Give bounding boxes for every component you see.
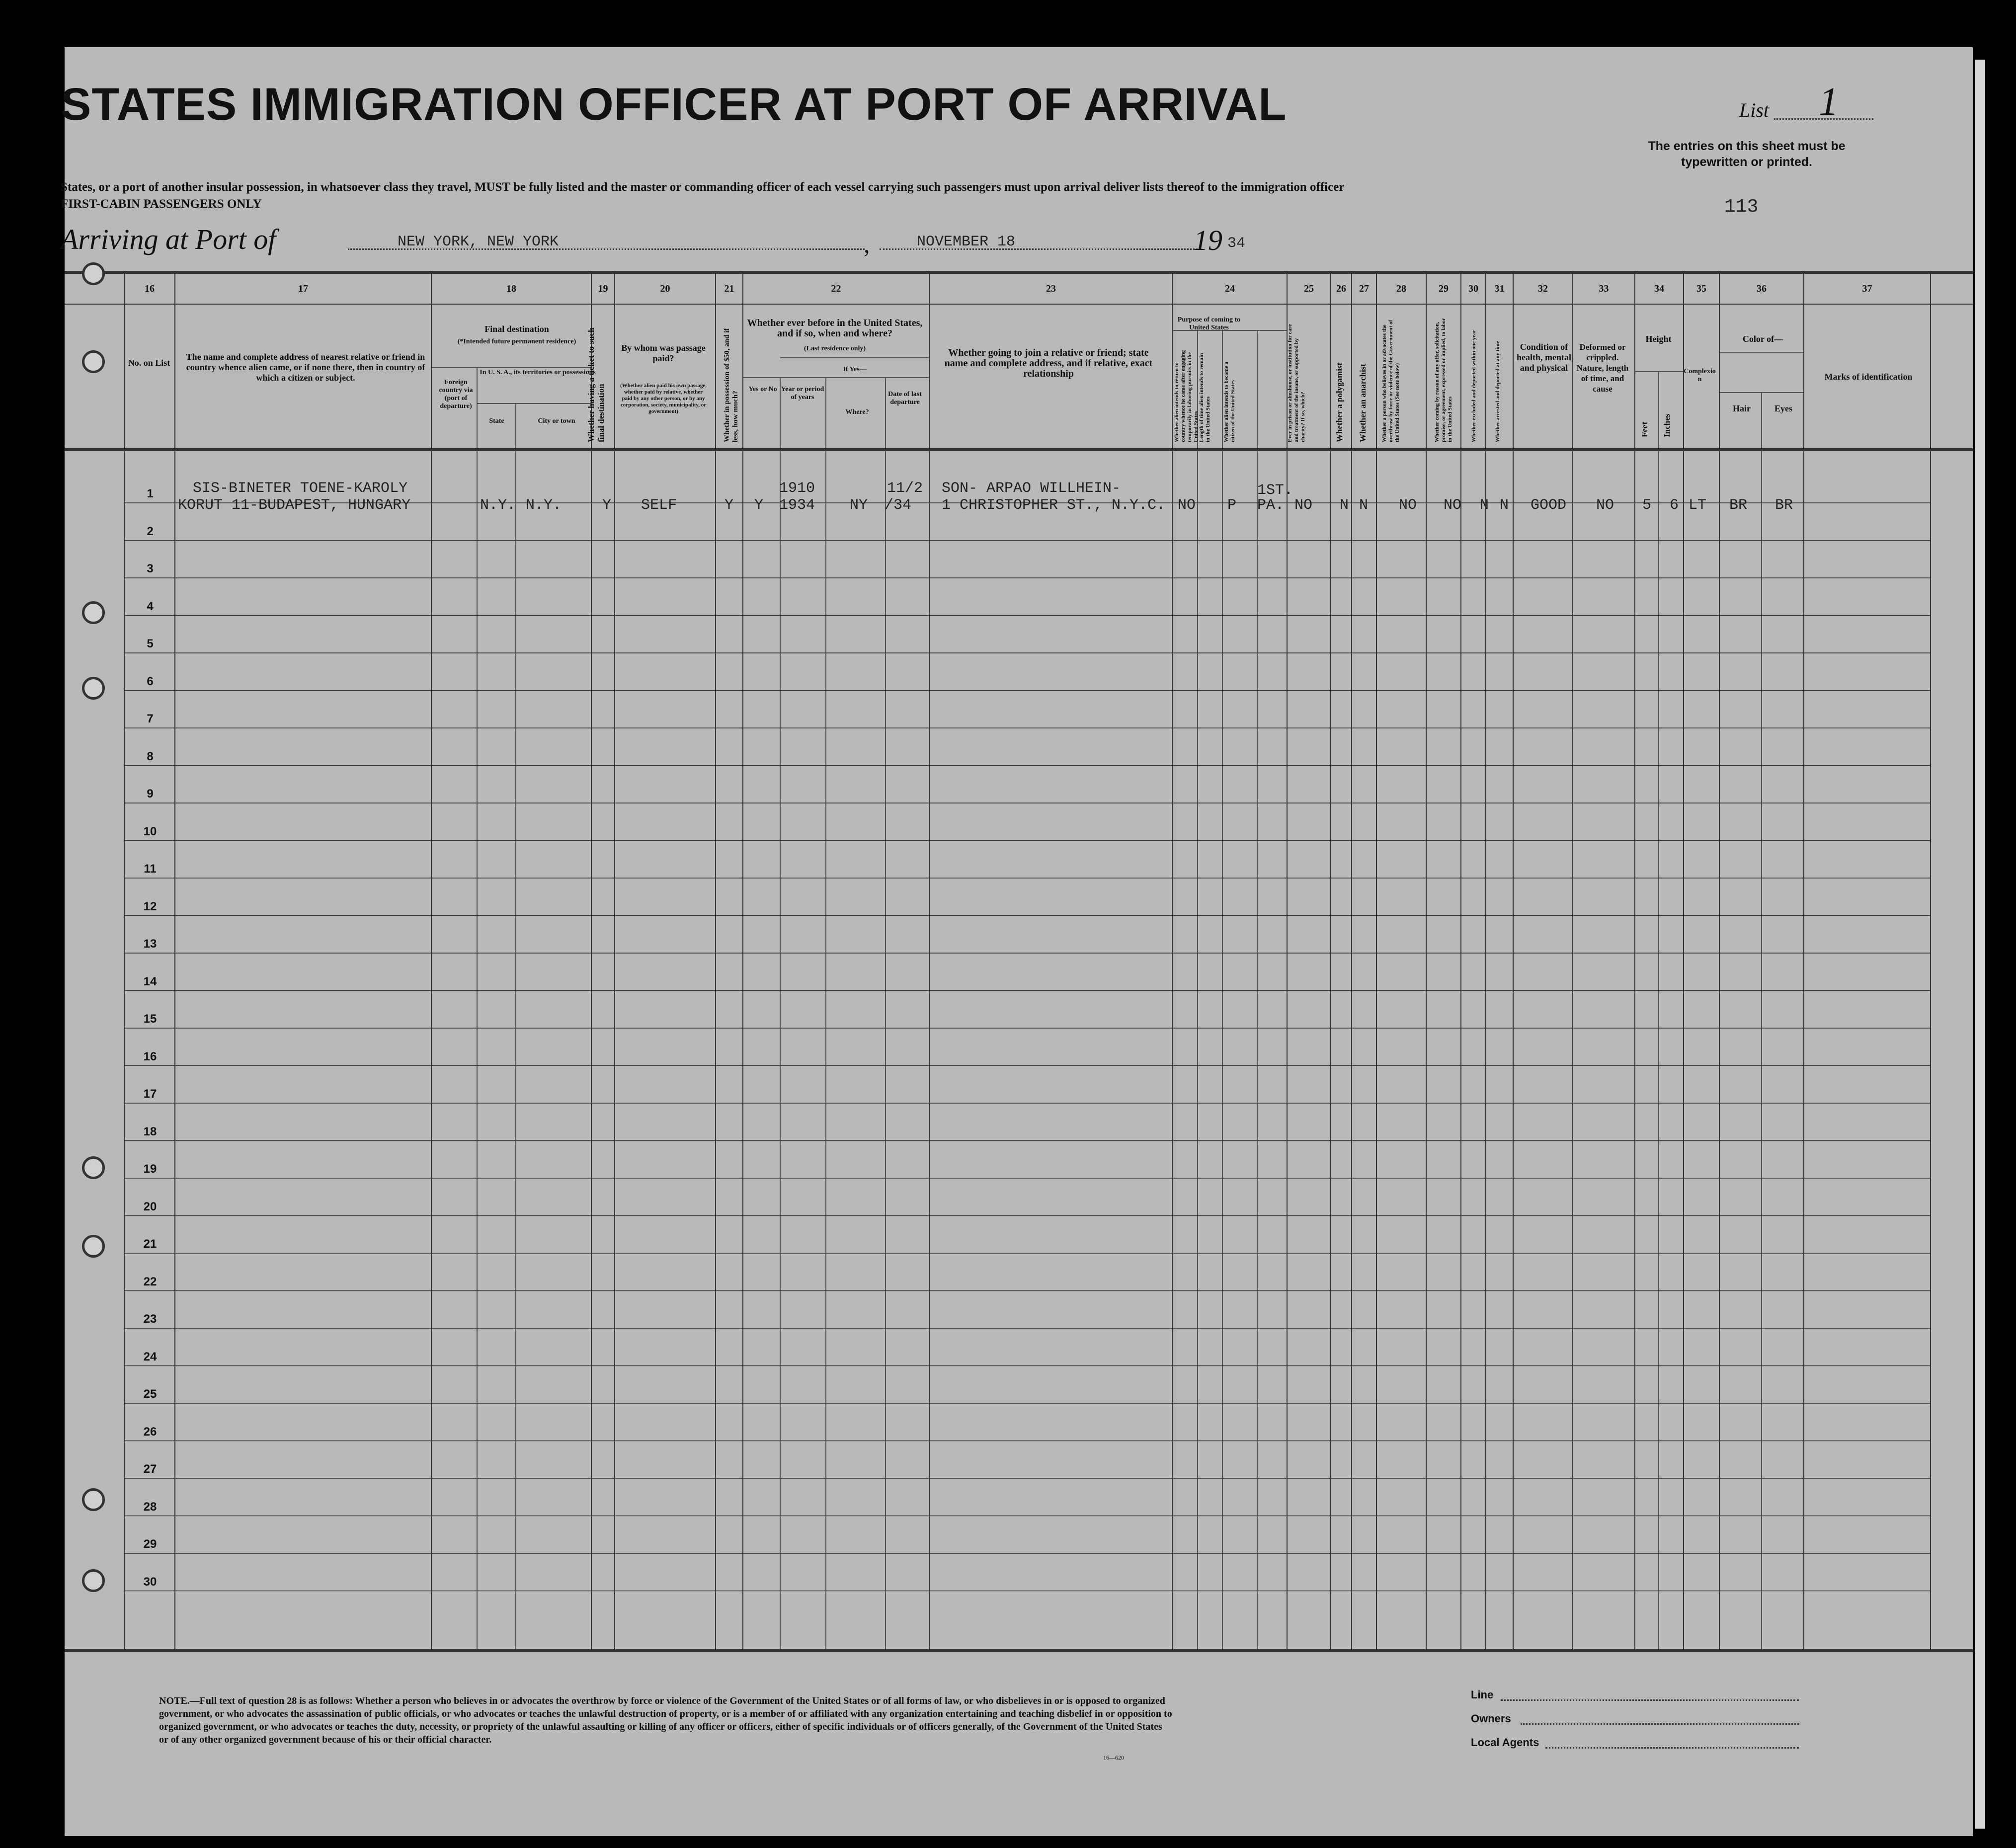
entry-purpose-c-line2: PA.	[1257, 497, 1285, 514]
entry-complexion: LT	[1689, 497, 1707, 514]
hdr-no-on-list: No. on List	[128, 358, 170, 368]
hdr-q31: Whether arrested and deported at any time	[1495, 341, 1501, 442]
row-number: 19	[143, 1162, 157, 1176]
row-number: 10	[143, 824, 157, 838]
hdr-purpose: Purpose of coming to United States	[1177, 316, 1241, 331]
row-number: 13	[143, 937, 157, 951]
sheet-number: 113	[1724, 196, 1759, 218]
entry-q31: N	[1500, 497, 1509, 514]
cabin-class: FIRST-CABIN PASSENGERS ONLY	[61, 197, 262, 211]
row-number: 14	[143, 974, 157, 988]
row-number: 29	[143, 1537, 157, 1551]
hdr-if-yes: If Yes—	[843, 366, 867, 373]
hdr-purpose-a: Whether alien intends to return to country whence he came after engaging temporarily in laboring pursuits in the United States	[1174, 350, 1199, 442]
row-number: 20	[143, 1200, 157, 1213]
owners-field	[1521, 1723, 1799, 1725]
arriving-label: Arriving at Port of	[61, 223, 276, 255]
port-value: NEW YORK, NEW YORK	[398, 234, 559, 250]
line-label: Line	[1471, 1688, 1494, 1701]
entry-state: N.Y.	[480, 497, 516, 514]
hdr-nearest-relative: The name and complete address of nearest relative or friend in country whence alien came, or if none there, then in country of which a citizen or subject.	[186, 352, 425, 383]
row-number: 8	[147, 749, 154, 763]
entry-purpose-b: P	[1227, 497, 1237, 514]
column-number: 29	[1439, 283, 1449, 294]
entry-purpose-c-line1: 1ST.	[1257, 482, 1293, 499]
hdr-complexion: Complexion	[1684, 368, 1716, 383]
year-prefix: 19	[1194, 224, 1222, 256]
list-number: 1	[1819, 80, 1839, 124]
entry-q29: NO	[1444, 497, 1462, 514]
entry-ticket: Y	[602, 497, 612, 514]
hdr-by-whom-note: (Whether alien paid his own passage, whether paid by relative, whether paid by any other person, or by any corporation, society, municipality, or government)	[620, 383, 707, 414]
entry-departure-line2: /34	[885, 497, 912, 514]
row-number: 11	[144, 862, 157, 876]
hdr-ever-before: Whether ever before in the United States, and if so, when and where?	[747, 318, 923, 339]
agents-field	[1545, 1747, 1799, 1749]
column-number: 16	[145, 283, 155, 294]
row-number: 7	[147, 712, 154, 725]
punch-hole	[82, 350, 105, 373]
punch-hole	[82, 1488, 105, 1511]
punch-hole	[82, 262, 105, 285]
hdr-feet: Feet	[1640, 421, 1649, 437]
sheet-note: The entries on this sheet must be typewritten or printed.	[1648, 139, 1846, 169]
hdr-q30: Whether excluded and deported within one year	[1471, 329, 1477, 442]
hdr-q29: Whether coming by reason of any offer, solicitation, promise, or agreement, expressed or implied, to labor in the United States	[1434, 318, 1453, 442]
row-number: 28	[143, 1500, 157, 1514]
row-number: 1	[147, 487, 154, 500]
punch-hole	[82, 1156, 105, 1179]
hdr-hair: Hair	[1733, 403, 1751, 413]
column-number: 20	[660, 283, 670, 294]
column-number: 26	[1336, 283, 1346, 294]
entry-year-line2: 1934	[779, 497, 815, 514]
row-number: 16	[143, 1049, 157, 1063]
entry-where: NY	[850, 497, 868, 514]
column-number: 33	[1599, 283, 1609, 294]
column-number: 32	[1538, 283, 1548, 294]
column-number: 19	[598, 283, 608, 294]
row-number: 26	[143, 1425, 157, 1439]
date-value: NOVEMBER 18	[917, 234, 1016, 250]
entry-relative-line2: KORUT 11-BUDAPEST, HUNGARY	[178, 497, 411, 514]
row-number: 18	[143, 1125, 157, 1138]
hdr-deformed: Deformed or crippled. Nature, length of time, and cause	[1576, 342, 1629, 394]
entry-prison: NO	[1294, 497, 1313, 514]
column-number: 17	[298, 283, 308, 294]
column-number: 24	[1225, 283, 1235, 294]
row-number: 15	[143, 1012, 157, 1026]
subtitle-text: States, or a port of another insular possession, in whatsoever class they travel, MUST be fully listed and the master or commanding officer of each vessel carrying such passengers must upon arrival deliver lists thereof to the immigration officer	[61, 180, 1345, 194]
column-number: 18	[506, 283, 516, 294]
column-number: 21	[724, 283, 734, 294]
punch-hole	[82, 677, 105, 700]
row-number: 25	[143, 1387, 157, 1401]
hdr-city: City or town	[538, 417, 575, 425]
entry-departure-line1: 11/2	[887, 480, 923, 497]
entry-q30: N	[1480, 497, 1489, 514]
column-number: 25	[1304, 283, 1314, 294]
entry-relative-line1: SIS-BINETER TOENE-KAROLY	[193, 480, 408, 497]
column-number: 28	[1396, 283, 1406, 294]
comma: ,	[864, 230, 870, 258]
page-title: STATES IMMIGRATION OFFICER AT PORT OF ARRIVAL	[61, 79, 1287, 130]
agents-label: Local Agents	[1471, 1736, 1539, 1749]
entry-inches: 6	[1670, 497, 1679, 514]
entry-health: GOOD	[1531, 497, 1567, 514]
entry-eyes: BR	[1775, 497, 1793, 514]
column-number: 31	[1494, 283, 1505, 294]
entry-q28: NO	[1399, 497, 1417, 514]
entry-join-line1: SON- ARPAO WILLHEIN-	[942, 480, 1121, 497]
column-number: 36	[1757, 283, 1767, 294]
hdr-in-usa: In U. S. A., its territories or possessions	[480, 369, 596, 376]
row-number: 3	[147, 562, 154, 575]
row-number: 30	[143, 1575, 157, 1589]
row-number: 27	[143, 1462, 157, 1476]
column-number: 35	[1696, 283, 1706, 294]
row-number: 6	[147, 674, 154, 688]
column-number: 30	[1468, 283, 1478, 294]
line-field	[1501, 1699, 1799, 1701]
entry-hair: BR	[1729, 497, 1748, 514]
column-number: 22	[831, 283, 841, 294]
entry-polygamist: N	[1340, 497, 1349, 514]
subtitle	[61, 179, 1601, 213]
entry-paid-by: SELF	[641, 497, 677, 514]
row-number: 23	[143, 1312, 157, 1326]
row-number: 24	[143, 1350, 157, 1364]
hdr-possession: Whether in possession of $50, and if less, how much?	[723, 328, 739, 442]
hdr-where: Where?	[845, 408, 869, 416]
hdr-foreign-country: Foreign country via (port of departure)	[439, 379, 473, 410]
hdr-date-departure: Date of last departure	[888, 391, 922, 406]
entry-ever-before: Y	[754, 497, 764, 514]
entry-year-line1: 1910	[779, 480, 815, 497]
hdr-state: State	[489, 417, 504, 425]
column-number: 37	[1862, 283, 1872, 294]
hdr-ever-before-note: (Last residence only)	[804, 345, 866, 352]
owners-label: Owners	[1471, 1712, 1511, 1725]
row-number: 4	[147, 599, 154, 613]
row-number: 12	[143, 899, 157, 913]
entry-anarchist: N	[1359, 497, 1369, 514]
hdr-inches: Inches	[1662, 413, 1672, 437]
hdr-yes-no: Yes or No	[748, 386, 777, 393]
hdr-final-destination: Final destination	[484, 324, 549, 334]
hdr-q28: Whether a person who believes in or advocates the overthrow by force or violence of the Government of the United States (See note below)	[1381, 320, 1400, 442]
row-number: 17	[143, 1087, 157, 1101]
punch-hole	[82, 1235, 105, 1258]
hdr-health: Condition of health, mental and physical	[1517, 342, 1571, 373]
entry-purpose-a: NO	[1178, 497, 1196, 514]
row-number: 21	[143, 1237, 157, 1251]
entry-deformed: NO	[1596, 497, 1614, 514]
footer-note: NOTE.—Full text of question 28 is as follows: Whether a person who believes in or advocates the overthrow by force or violence of the Government of the United States or of all forms of law, or who disbelieves in or is opposed to organized government, or who advocates the assassination of public officials, or who advocates or teaches the unlawful destruction of property, or is a member of or affiliated with any organization entertaining and teaching disbelief in or opposition to organized government, or who advocates or teaches the duty, necessity, or propriety of the unlawful assaulting or killing of any officer or officers, either of specific individuals or of officers generally, of the Government of the United States or of any other organized government because of his or their official character.	[159, 1695, 1172, 1745]
hdr-marks: Marks of identification	[1824, 372, 1913, 382]
row-number: 22	[143, 1275, 157, 1288]
hdr-anarchist: Whether an anarchist	[1358, 363, 1368, 442]
hdr-ticket: Whether having a ticket to such final destination	[586, 327, 606, 442]
column-number: 23	[1046, 283, 1056, 294]
punch-hole	[82, 601, 105, 624]
row-number: 9	[147, 787, 154, 801]
entry-join-line2: 1 CHRISTOPHER ST., N.Y.C.	[942, 497, 1166, 514]
hdr-prison: Ever in prison or almshouse, or institution for care and treatment of the insane, or supported by charity? If so, which?	[1287, 324, 1306, 442]
hdr-eyes: Eyes	[1774, 403, 1792, 413]
column-number: 27	[1359, 283, 1369, 294]
hdr-join-relative: Whether going to join a relative or friend; state name and complete address, and if relative, exact relationship	[944, 347, 1153, 379]
row-number: 2	[147, 524, 154, 538]
column-number: 34	[1654, 283, 1664, 294]
entry-feet: 5	[1642, 497, 1652, 514]
form-code: 16—620	[1103, 1754, 1124, 1761]
entry-city: N.Y.	[526, 497, 562, 514]
year-suffix: 34	[1227, 235, 1246, 252]
hdr-purpose-c: Whether alien intends to become a citizen of the United States	[1223, 361, 1236, 442]
hdr-purpose-b: Length of time alien intends to remain in the United States	[1199, 353, 1211, 442]
entry-possession: Y	[725, 497, 734, 514]
list-label: List	[1739, 99, 1770, 121]
row-number: 5	[147, 637, 154, 650]
hdr-final-destination-note: (*Intended future permanent residence)	[457, 338, 576, 345]
hdr-year-period: Year or period of years	[781, 386, 824, 401]
hdr-color-of: Color of—	[1742, 334, 1783, 344]
hdr-by-whom: By whom was passage paid?	[621, 343, 706, 363]
hdr-height: Height	[1645, 334, 1672, 344]
punch-hole	[82, 1569, 105, 1592]
hdr-polygamist: Whether a polygamist	[1335, 362, 1344, 442]
